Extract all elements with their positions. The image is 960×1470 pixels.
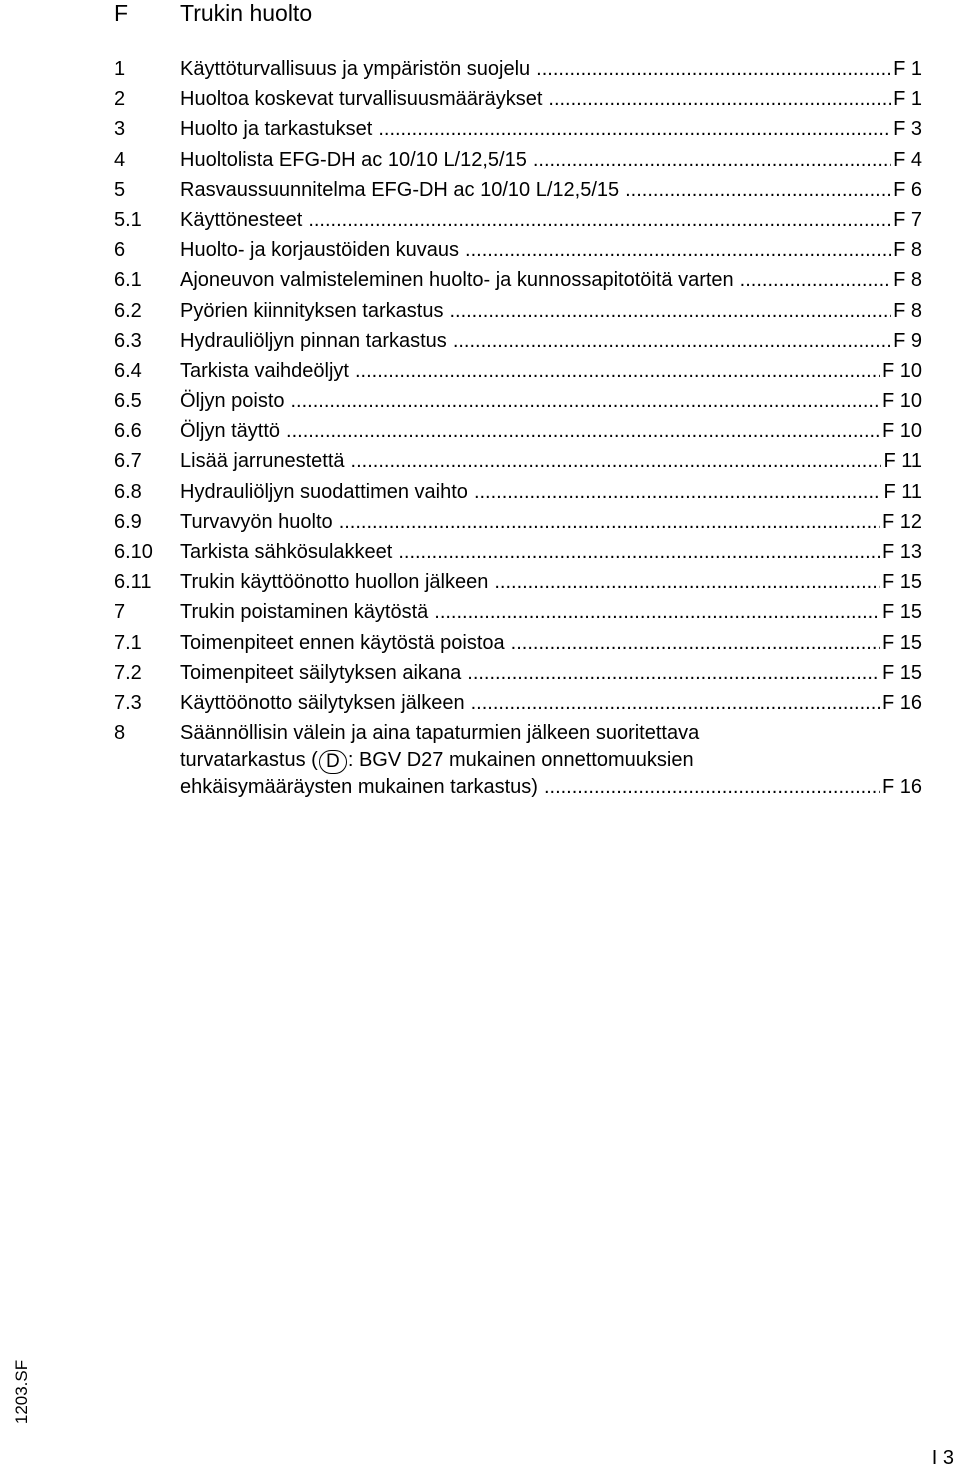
toc-entry-text (180, 55, 922, 83)
toc-entry-line-2-end: : BGV D27 mukainen onnettomuuksien (347, 748, 694, 771)
toc-entry-number: 6 (114, 239, 126, 262)
toc-entry-text (180, 297, 922, 325)
toc-entry-number: 5.1 (114, 208, 142, 231)
toc-entry-text (180, 206, 922, 234)
dot-leader (355, 357, 880, 385)
toc-entry-line-2 (180, 747, 922, 774)
document-code: 1203.SF (12, 1359, 31, 1425)
dot-leader (548, 85, 891, 113)
toc-entry-page: F 1 (893, 58, 922, 80)
toc-entry-6-3[interactable] (114, 327, 922, 357)
dot-leader (511, 629, 880, 657)
toc-entry-8[interactable] (114, 719, 922, 800)
toc-entry-text (180, 659, 922, 687)
toc-entry-text (180, 357, 922, 385)
toc-entry-title: Tarkista sähkösulakkeet (180, 541, 393, 563)
toc-entry-number: 2 (114, 88, 126, 111)
toc-entry-text (180, 236, 922, 264)
table-of-contents (114, 55, 922, 800)
toc-entry-number: 4 (114, 148, 126, 171)
toc-entry-title: Huolto- ja korjaustöiden kuvaus (180, 239, 460, 262)
toc-entry-page: F 11 (883, 480, 922, 503)
toc-entry-text (180, 508, 922, 536)
toc-entry-text (180, 598, 922, 626)
toc-entry-text (180, 327, 922, 355)
toc-entry-title: Käyttönesteet (180, 208, 303, 231)
country-code-badge: D (319, 750, 347, 774)
toc-entry-text (180, 417, 922, 445)
dot-leader (339, 508, 880, 536)
page-number: I 3 (931, 1447, 954, 1469)
toc-entry-page: F 1 (893, 88, 922, 111)
toc-entry-text (180, 719, 922, 800)
toc-entry-page: F 8 (893, 299, 922, 322)
toc-entry-6-4[interactable] (114, 357, 922, 387)
toc-entry-number: 6.1 (114, 269, 142, 292)
toc-entry-6-7[interactable] (114, 447, 922, 477)
toc-entry-7-2[interactable] (114, 659, 922, 689)
toc-entry-2[interactable] (114, 85, 922, 115)
dot-leader (474, 478, 882, 506)
toc-entry-1[interactable] (114, 55, 922, 85)
toc-entry-title: Tarkista vaihdeöljyt (180, 359, 349, 382)
toc-entry-title: Käyttöönotto säilytyksen jälkeen (180, 691, 465, 714)
toc-entry-number: 6.4 (114, 359, 142, 382)
toc-entry-text (180, 629, 922, 657)
toc-entry-page: F 11 (883, 450, 922, 473)
toc-entry-6-9[interactable] (114, 508, 922, 538)
toc-entry-title: Trukin poistaminen käytöstä (180, 601, 429, 624)
toc-entry-title: Rasvaussuunnitelma EFG-DH ac 10/10 L/12,5/15 (180, 178, 620, 201)
dot-leader (544, 774, 880, 801)
toc-entry-page: F 8 (893, 239, 922, 262)
toc-entry-page: F 15 (881, 571, 922, 594)
toc-entry-page: F 7 (893, 208, 922, 231)
toc-entry-text (180, 447, 922, 475)
dot-leader (533, 146, 891, 174)
toc-entry-title: Öljyn poisto (180, 390, 285, 413)
dot-leader (453, 327, 891, 355)
toc-entry-page: F 16 (881, 691, 922, 714)
toc-entry-page: F 15 (881, 601, 922, 624)
dot-leader (291, 387, 880, 415)
toc-entry-5-1[interactable] (114, 206, 922, 236)
dot-leader (740, 266, 891, 294)
toc-entry-title: Turvavyön huolto (180, 510, 333, 533)
toc-entry-title: Toimenpiteet ennen käytöstä poistoa (180, 631, 505, 654)
toc-entry-6-6[interactable] (114, 417, 922, 447)
toc-entry-number: 6.5 (114, 390, 142, 413)
toc-entry-line-1: Säännöllisin välein ja aina tapaturmien jälkeen suoritettava (180, 722, 700, 745)
toc-entry-number: 5 (114, 178, 126, 201)
dot-leader (351, 447, 882, 475)
toc-entry-number: 6.2 (114, 299, 142, 322)
dot-leader (398, 538, 880, 566)
toc-entry-text (180, 146, 922, 174)
toc-entry-number: 6.11 (114, 571, 152, 594)
toc-entry-line-3 (180, 774, 922, 801)
toc-entry-7-1[interactable] (114, 629, 922, 659)
toc-entry-7[interactable] (114, 598, 922, 628)
dot-leader (286, 417, 880, 445)
toc-entry-page: F 3 (893, 118, 922, 141)
dot-leader (536, 55, 891, 83)
toc-entry-number: 6.7 (114, 450, 142, 473)
toc-entry-title: Huolto ja tarkastukset (180, 118, 373, 141)
toc-entry-title: Huoltoa koskevat turvallisuusmääräykset (180, 88, 543, 111)
dot-leader (471, 689, 880, 717)
toc-entry-line-3-text: ehkäisymääräysten mukainen tarkastus) (180, 775, 538, 798)
toc-entry-title: Toimenpiteet säilytyksen aikana (180, 661, 462, 684)
toc-entry-page: F 12 (881, 510, 922, 533)
toc-entry-title: Pyörien kiinnityksen tarkastus (180, 299, 444, 322)
toc-entry-page: F 10 (881, 390, 922, 413)
toc-entry-6[interactable] (114, 236, 922, 266)
toc-entry-text (180, 387, 922, 415)
toc-entry-text (180, 538, 922, 566)
toc-entry-6-5[interactable] (114, 387, 922, 417)
toc-entry-number: 6.6 (114, 420, 142, 443)
toc-entry-page: F 8 (893, 269, 922, 292)
chapter-title: Trukin huolto (180, 0, 313, 26)
toc-entry-line-2-start: turvatarkastus ( (180, 748, 318, 771)
toc-entry-title: Öljyn täyttö (180, 420, 281, 443)
toc-entry-page: F 10 (881, 359, 922, 382)
toc-entry-title: Hydrauliöljyn pinnan tarkastus (180, 329, 447, 352)
toc-entry-page: F 15 (881, 661, 922, 684)
dot-leader (494, 568, 880, 596)
toc-entry-number: 7 (114, 601, 126, 624)
toc-entry-page: F 6 (893, 178, 922, 201)
toc-entry-7-3[interactable] (114, 689, 922, 719)
toc-entry-number: 6.3 (114, 329, 142, 352)
dot-leader (434, 598, 880, 626)
toc-entry-page: F 4 (893, 148, 922, 171)
toc-entry-text (180, 85, 922, 113)
toc-entry-6-8[interactable] (114, 478, 922, 508)
toc-entry-6-1[interactable] (114, 266, 922, 296)
toc-entry-number: 7.1 (114, 631, 142, 654)
toc-entry-6-11[interactable] (114, 568, 922, 598)
toc-entry-number: 7.3 (114, 691, 142, 714)
toc-entry-3[interactable] (114, 115, 922, 145)
toc-entry-text (180, 478, 922, 506)
toc-entry-title: Hydrauliöljyn suodattimen vaihto (180, 480, 468, 503)
toc-entry-page: F 9 (893, 329, 922, 352)
toc-entry-text (180, 115, 922, 143)
toc-entry-title: Käyttöturvallisuus ja ympäristön suojelu (180, 58, 531, 80)
toc-entry-number: 6.8 (114, 480, 142, 503)
toc-entry-6-2[interactable] (114, 297, 922, 327)
dot-leader (625, 176, 891, 204)
toc-entry-text (180, 266, 922, 294)
dot-leader (449, 297, 891, 325)
toc-entry-title: Ajoneuvon valmisteleminen huolto- ja kunnossapitotöitä varten (180, 269, 734, 292)
toc-entry-5[interactable] (114, 176, 922, 206)
toc-entry-number: 6.9 (114, 510, 142, 533)
toc-entry-6-10[interactable] (114, 538, 922, 568)
toc-entry-page: F 13 (881, 541, 922, 563)
toc-entry-title: Trukin käyttöönotto huollon jälkeen (180, 571, 489, 594)
toc-entry-number: 8 (114, 722, 126, 745)
dot-leader (378, 115, 891, 143)
toc-entry-page: F 16 (881, 775, 922, 798)
toc-entry-4[interactable] (114, 146, 922, 176)
toc-entry-number: 3 (114, 118, 126, 141)
toc-entry-text (180, 568, 922, 596)
toc-entry-number: 7.2 (114, 661, 142, 684)
toc-entry-text (180, 689, 922, 717)
chapter-letter: F (114, 0, 129, 26)
toc-entry-page: F 15 (881, 631, 922, 654)
toc-entry-number: 6.10 (114, 541, 153, 563)
toc-entry-number: 1 (114, 58, 126, 80)
toc-entry-text (180, 176, 922, 204)
toc-entry-title: Huoltolista EFG-DH ac 10/10 L/12,5/15 (180, 148, 527, 171)
toc-entry-title: Lisää jarrunestettä (180, 450, 345, 473)
dot-leader (465, 236, 891, 264)
toc-entry-page: F 10 (881, 420, 922, 443)
dot-leader (467, 659, 880, 687)
dot-leader (308, 206, 891, 234)
